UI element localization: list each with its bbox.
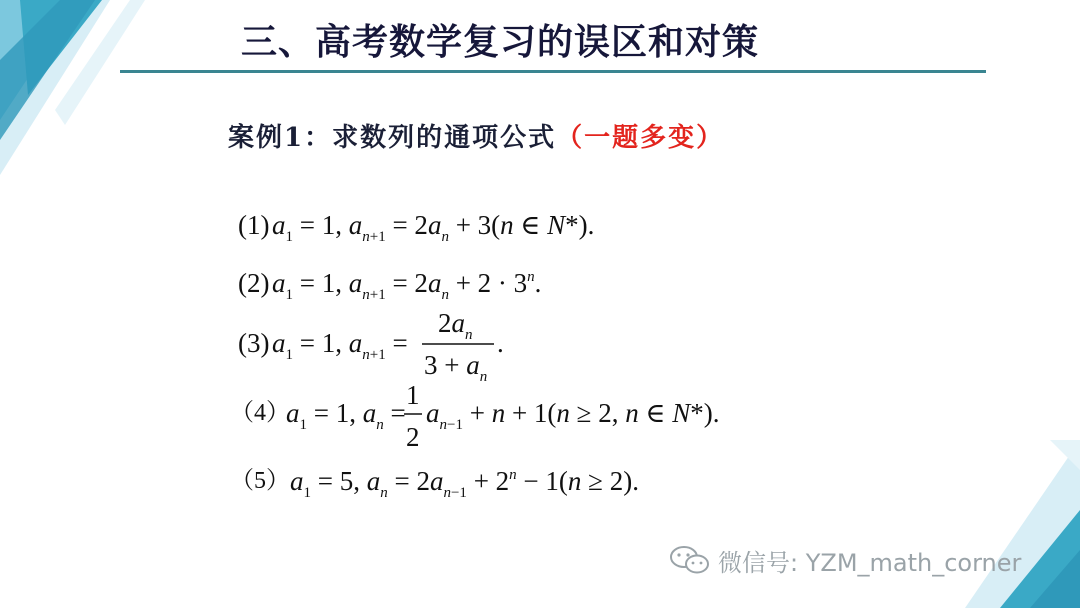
- formula-4-half-denominator: 2: [406, 422, 420, 452]
- formula-3-label: (3): [238, 328, 270, 358]
- formula-5-label: （5）: [230, 468, 290, 494]
- case-heading-text: 案例1：求数列的通项公式: [228, 123, 557, 153]
- formula-3: [238, 308, 504, 385]
- formula-1-label: (1): [238, 210, 270, 240]
- formula-3-period: .: [497, 328, 504, 358]
- formula-2-body: $a_1 = 1$, $a_n+1 = 2a_n + 2 \cdot 3^n$.: [272, 268, 542, 303]
- formula-2: [238, 268, 541, 303]
- formula-4: [230, 380, 720, 452]
- formula-5: [230, 466, 639, 501]
- case-heading-highlight: （一题多变）: [556, 123, 725, 153]
- formula-4-label: （4）: [230, 400, 290, 426]
- formula-1-body: $a_1 = 1$, $a_n+1 = 2a_n + 3(n$ ∈ N*).: [272, 210, 595, 245]
- formula-1: [238, 210, 594, 245]
- wechat-icon: [668, 544, 712, 576]
- slide-title: 三、高考数学复习的误区和对策: [240, 22, 759, 63]
- formula-5-body: $a_1 = 5$, $a_n = 2a_n-1 + 2^n - 1(n \ge 2)$.: [290, 466, 639, 501]
- formula-3-denominator: $3 + a_n$: [424, 350, 488, 385]
- wechat-watermark: [668, 542, 1021, 578]
- formula-4-rhs: $a_n-1 + n + 1(n \ge 2$, n ∈ N*).: [426, 398, 720, 433]
- formula-3-numerator: $2a_n$: [438, 308, 473, 343]
- formula-3-lhs: $a_1 = 1$, $a_n+1$ =: [272, 328, 408, 363]
- formula-4-half-numerator: 1: [406, 380, 420, 410]
- formula-4-lhs: $a_1 = 1$, $a_n$ =: [286, 398, 406, 433]
- formula-2-label: (2): [238, 268, 270, 298]
- watermark-text: 微信号: YZM_math_corner: [718, 548, 1022, 577]
